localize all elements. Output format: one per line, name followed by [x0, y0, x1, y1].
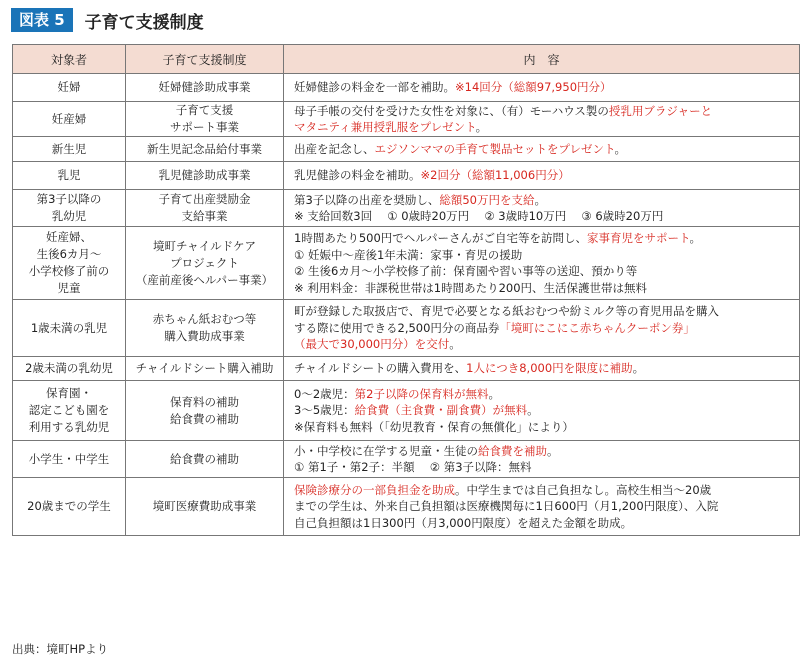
- content-cell: [284, 441, 800, 478]
- content-text: 自己負担額は1日300円（月3,000円限度）を超えた金額を助成。: [294, 515, 633, 530]
- target-cell: [13, 102, 126, 137]
- highlight-text: マタニティ兼用授乳服をプレゼント: [294, 120, 476, 134]
- table-row: [13, 190, 800, 227]
- target-cell: [13, 381, 126, 441]
- table-row: [13, 357, 800, 381]
- content-text: 。: [534, 192, 546, 207]
- content-line: [294, 280, 793, 297]
- content-text: 。: [689, 231, 701, 245]
- content-text: 出産を記念し、: [294, 141, 375, 156]
- table-row: [13, 300, 800, 357]
- program-cell-line: 妊婦健診助成事業: [158, 80, 251, 94]
- content-cell: [284, 102, 800, 137]
- table-row: [13, 381, 800, 441]
- content-text: 。: [547, 443, 559, 458]
- highlight-text: ※14回分（総額97,950円分）: [455, 80, 612, 95]
- program-cell-line: 購入費助成事業: [164, 329, 245, 343]
- program-cell: [126, 137, 284, 162]
- program-cell-line: 給食費の補助: [170, 411, 239, 426]
- target-cell-line: 妊産婦、: [46, 230, 92, 244]
- content-line: [294, 119, 793, 136]
- program-cell: [126, 74, 284, 102]
- content-line: [294, 320, 793, 337]
- content-text: 町が登録した取扱店で、育児で必要となる紙おむつや紛ミルク等の育児用品を購入: [294, 304, 720, 319]
- program-cell-line: 赤ちゃん紙おむつ等: [152, 312, 257, 326]
- content-text: 1時間あたり500円でヘルパーさんがご自宅等を訪問し、: [294, 231, 587, 245]
- content-line: [294, 360, 793, 377]
- content-text: ※保育料も無料（「幼児教育・保育の無償化」により）: [294, 419, 574, 434]
- target-cell: [13, 162, 126, 190]
- content-text: 0～2歳児：: [294, 386, 355, 401]
- content-line: [294, 208, 793, 225]
- content-line: [294, 167, 793, 184]
- content-line: [294, 247, 793, 264]
- target-cell-line: 保育園・: [46, 386, 92, 400]
- content-cell: [284, 162, 800, 190]
- content-text: 。: [614, 141, 627, 156]
- program-cell: [126, 190, 284, 227]
- highlight-text: 1人につき8,000円を限度に補助: [466, 361, 633, 376]
- highlight-text: ※2回分（総額11,006円分）: [420, 168, 570, 183]
- figure-badge: 図表 5: [11, 8, 73, 32]
- program-cell-line: サポート事業: [170, 120, 239, 134]
- content-text: する際に使用できる2,500円分の商品券: [294, 320, 500, 335]
- target-cell-line: 1歳未満の乳児: [30, 320, 108, 335]
- content-text: 。: [475, 120, 488, 134]
- content-line: [294, 192, 793, 209]
- content-line: [294, 482, 793, 499]
- content-text: ※ 利用料金：非課税世帯は1時間あたり200円、生活保護世帯は無料: [294, 280, 648, 295]
- table-row: [13, 102, 800, 137]
- content-line: [294, 515, 793, 532]
- target-cell-line: 利用する乳幼児: [28, 420, 110, 434]
- content-text: 。: [632, 361, 645, 376]
- highlight-text: エジソンママの手育て製品セットをプレゼント: [374, 141, 615, 156]
- highlight-text: （最大で30,000円分）を交付: [294, 337, 450, 352]
- target-cell: [13, 190, 126, 227]
- target-cell-line: 2歳未満の乳幼児: [25, 361, 113, 375]
- program-cell: [126, 357, 284, 381]
- content-text: ① 第1子・第2子：半額 ② 第3子以降：無料: [294, 460, 532, 474]
- content-line: [294, 263, 793, 280]
- program-cell-line: 支給事業: [181, 209, 228, 223]
- highlight-text: 給食費を補助: [478, 443, 547, 458]
- header-program: 子育て支援制度: [126, 45, 284, 74]
- program-cell-line: 子育て支援: [175, 103, 234, 117]
- target-cell-line: 第3子以降の: [36, 192, 102, 206]
- program-cell-line: プロジェクト: [170, 255, 239, 270]
- highlight-text: 授乳用ブラジャーと: [608, 103, 713, 118]
- program-cell: [126, 227, 284, 300]
- highlight-text: 保険診療分の一部負担金を助成: [294, 482, 455, 497]
- program-cell-line: 保育料の補助: [170, 394, 239, 409]
- target-cell-line: 認定こども園を: [28, 403, 110, 417]
- source-note: 出典：境町HPより: [12, 642, 109, 656]
- content-cell: [284, 300, 800, 357]
- content-cell: [284, 190, 800, 227]
- program-cell-line: （産前産後ヘルパー事業）: [135, 272, 274, 287]
- header-content: 内 容: [284, 45, 800, 74]
- target-cell-line: 妊産婦: [51, 111, 87, 126]
- target-cell: [13, 227, 126, 300]
- table-row: [13, 478, 800, 536]
- target-cell-line: 乳幼児: [51, 209, 87, 223]
- content-line: [294, 419, 793, 436]
- program-cell-line: 給食費の補助: [170, 451, 239, 466]
- content-cell: [284, 74, 800, 102]
- content-line: [294, 386, 793, 403]
- content-text: までの学生は、外来自己負担額は医療機関毎に1日600円（月1,200円限度）、入院: [294, 499, 719, 514]
- content-line: [294, 402, 793, 419]
- table-row: [13, 441, 800, 478]
- content-line: [294, 303, 793, 320]
- figure-title: 子育て支援制度: [84, 12, 204, 33]
- content-line: [294, 230, 793, 247]
- support-table: [12, 44, 800, 536]
- target-cell-line: 妊婦: [57, 80, 81, 94]
- program-cell-line: 新生児記念品給付事業: [147, 141, 262, 156]
- program-cell-line: 境町医療費助成事業: [152, 499, 257, 513]
- content-text: 小・中学校に在学する児童・生徒の: [294, 443, 478, 458]
- content-line: [294, 336, 793, 353]
- content-text: 。中学生までは自己負担なし。高校生相当～20歳: [455, 482, 712, 497]
- content-text: 乳児健診の料金を補助。: [294, 168, 421, 183]
- target-cell-line: 小学校修了前の: [28, 264, 110, 278]
- program-cell-line: 子育て出産奨励金: [158, 192, 251, 206]
- content-line: [294, 459, 793, 476]
- header-target: 対象者: [13, 45, 126, 74]
- content-line: [294, 498, 793, 515]
- table-row: [13, 162, 800, 190]
- program-cell-line: 乳児健診助成事業: [158, 168, 251, 182]
- program-cell-line: チャイルドシート購入補助: [135, 361, 274, 375]
- target-cell-line: 新生児: [51, 141, 87, 156]
- content-line: [294, 103, 793, 120]
- content-text: 母子手帳の交付を受けた女性を対象に、（有）モーハウス製の: [294, 103, 609, 118]
- content-text: 3～5歳児：: [294, 403, 355, 418]
- highlight-text: 第2子以降の保育料が無料: [354, 386, 489, 401]
- content-text: 。: [449, 337, 461, 352]
- target-cell-line: 児童: [57, 281, 81, 295]
- content-text: 。: [488, 386, 500, 401]
- target-cell-line: 乳児: [57, 168, 81, 182]
- program-cell: [126, 162, 284, 190]
- target-cell: [13, 300, 126, 357]
- program-cell: [126, 441, 284, 478]
- target-cell: [13, 478, 126, 536]
- content-text: ① 妊娠中～産後1年未満：家事・育児の援助: [294, 247, 523, 262]
- target-cell: [13, 357, 126, 381]
- highlight-text: 給食費（主食費・副食費）が無料: [354, 403, 528, 418]
- program-cell: [126, 102, 284, 137]
- highlight-text: 家事育児をサポート: [586, 231, 690, 245]
- program-cell: [126, 300, 284, 357]
- content-text: 第3子以降の出産を奨励し、: [294, 192, 440, 207]
- program-cell-line: 境町チャイルドケア: [153, 238, 256, 253]
- content-line: [294, 141, 793, 158]
- table-body: [13, 74, 800, 536]
- content-cell: [284, 227, 800, 300]
- content-text: ② 生後6カ月～小学校修了前：保育園や習い事等の送迎、預かり等: [294, 264, 638, 278]
- program-cell: [126, 478, 284, 536]
- table-header-row: [13, 45, 800, 74]
- content-cell: [284, 381, 800, 441]
- target-cell-line: 生後6カ月～: [36, 247, 102, 261]
- target-cell: [13, 137, 126, 162]
- content-line: [294, 443, 793, 460]
- target-cell-line: 20歳までの学生: [27, 499, 111, 513]
- target-cell-line: 小学生・中学生: [28, 451, 110, 466]
- content-cell: [284, 478, 800, 536]
- program-cell: [126, 381, 284, 441]
- highlight-text: 総額50万円を支給: [439, 192, 535, 207]
- table-row: [13, 74, 800, 102]
- content-cell: [284, 357, 800, 381]
- table-row: [13, 137, 800, 162]
- table-row: [13, 227, 800, 300]
- content-text: チャイルドシートの購入費用を、: [294, 361, 467, 376]
- target-cell: [13, 74, 126, 102]
- figure-header: [11, 6, 204, 34]
- content-text: ※ 支給回数3回 ① 0歳時20万円 ② 3歳時10万円 ③ 6歳時20万円: [294, 209, 664, 223]
- highlight-text: 「境町にこにこ赤ちゃんクーポン券」: [499, 320, 695, 335]
- content-line: [294, 79, 793, 96]
- target-cell: [13, 441, 126, 478]
- content-text: 。: [527, 403, 539, 418]
- content-text: 妊婦健診の料金を一部を補助。: [294, 80, 455, 95]
- content-cell: [284, 137, 800, 162]
